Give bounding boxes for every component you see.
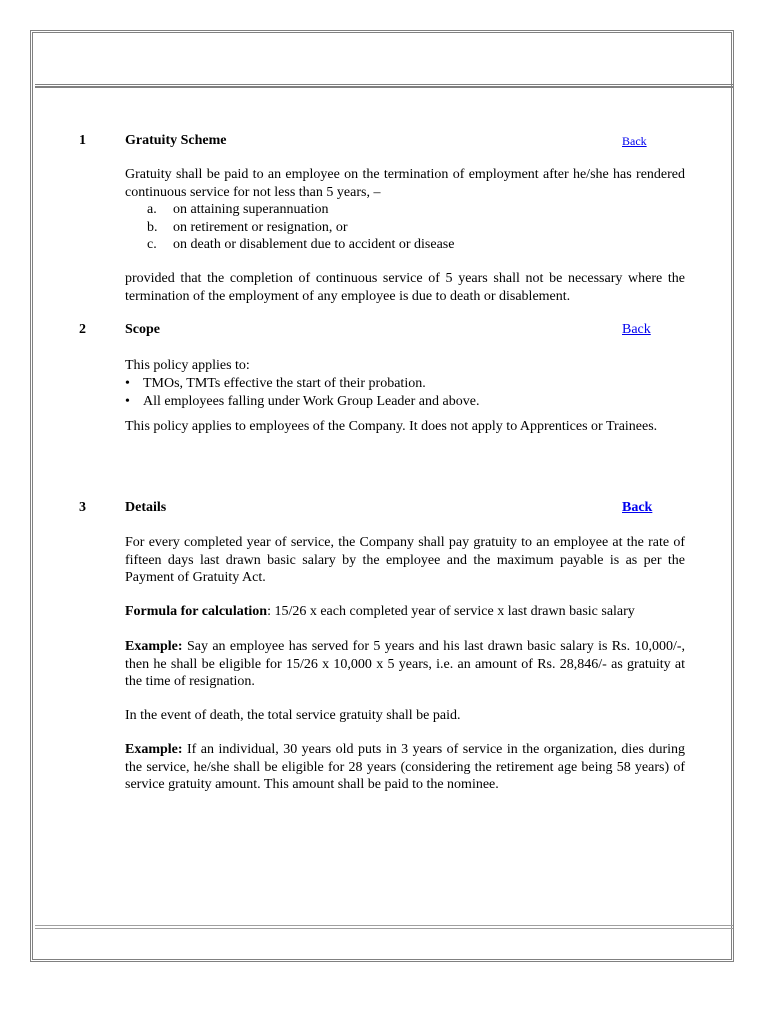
example-text: If an individual, 30 years old puts in 3 years of service in the organization, dies during the service, he/she shall be eligible for 28 years (considering the retirement age being 58 years) of service gratuity amount. This amount shall be paid to the nominee.	[125, 742, 685, 792]
example-text: Say an employee has served for 5 years and his last drawn basic salary is Rs. 10,000/-, then he shall be eligible for 15/26 x 10,000 x 5 years, i.e. an amount of Rs. 28,846/- as gratuity at the time of resignation.	[125, 639, 685, 689]
termination-conditions-list	[125, 201, 685, 254]
section-2-note: This policy applies to employees of the Company. It does not apply to Apprentices or Trainees.	[125, 419, 658, 434]
list-item-text: on retirement or resignation, or	[173, 219, 348, 235]
list-marker: c.	[147, 237, 157, 252]
section-number: 1	[79, 133, 86, 148]
section-2-heading	[0, 320, 768, 340]
section-number: 2	[79, 322, 86, 337]
section-3-paragraph: For every completed year of service, the Company shall pay gratuity to an employee at the rate of fifteen days last drawn basic salary by the employee and the maximum payable is as per the Payment of Gratuity Act.	[125, 535, 685, 585]
bullet-marker: •	[125, 376, 130, 391]
example-label: Example:	[125, 742, 183, 757]
section-2-intro: This policy applies to:	[125, 358, 250, 373]
section-1-proviso: provided that the completion of continuous service of 5 years shall not be necessary where the termination of the employment of any employee is due to death or disablement.	[125, 271, 685, 304]
formula-paragraph	[125, 603, 685, 621]
section-title: Gratuity Scheme	[125, 133, 227, 148]
back-link[interactable]: Back	[622, 500, 653, 515]
back-link[interactable]: Back	[622, 322, 651, 337]
example-1-paragraph	[125, 638, 685, 691]
section-1-intro: Gratuity shall be paid to an employee on the termination of employment after he/she has rendered continuous service for not less than 5 years, –	[125, 167, 685, 200]
section-title: Details	[125, 500, 167, 515]
list-item	[125, 393, 685, 411]
example-label: Example:	[125, 639, 183, 654]
section-3-heading	[0, 498, 768, 518]
list-marker: a.	[147, 202, 157, 217]
list-marker: b.	[147, 219, 158, 235]
list-item-text: TMOs, TMTs effective the start of their probation.	[143, 376, 426, 391]
list-item	[125, 236, 685, 254]
formula-text: : 15/26 x each completed year of service x last drawn basic salary	[267, 604, 635, 619]
formula-label: Formula for calculation	[125, 604, 268, 619]
list-item-text: All employees falling under Work Group Leader and above.	[143, 394, 480, 409]
section-1-heading	[0, 131, 768, 151]
footer-rule	[35, 925, 733, 929]
list-item-text: on death or disablement due to accident or disease	[173, 237, 455, 252]
list-item	[125, 375, 685, 393]
section-title: Scope	[125, 322, 160, 337]
list-item-text: on attaining superannuation	[173, 202, 329, 217]
death-paragraph: In the event of death, the total service gratuity shall be paid.	[125, 708, 461, 723]
example-2-paragraph	[125, 741, 685, 794]
back-link[interactable]: Back	[622, 134, 647, 148]
list-item	[125, 201, 685, 219]
scope-bullet-list	[125, 375, 685, 411]
header-rule	[35, 84, 733, 88]
list-item	[125, 219, 685, 237]
bullet-marker: •	[125, 394, 130, 409]
section-number: 3	[79, 500, 86, 515]
